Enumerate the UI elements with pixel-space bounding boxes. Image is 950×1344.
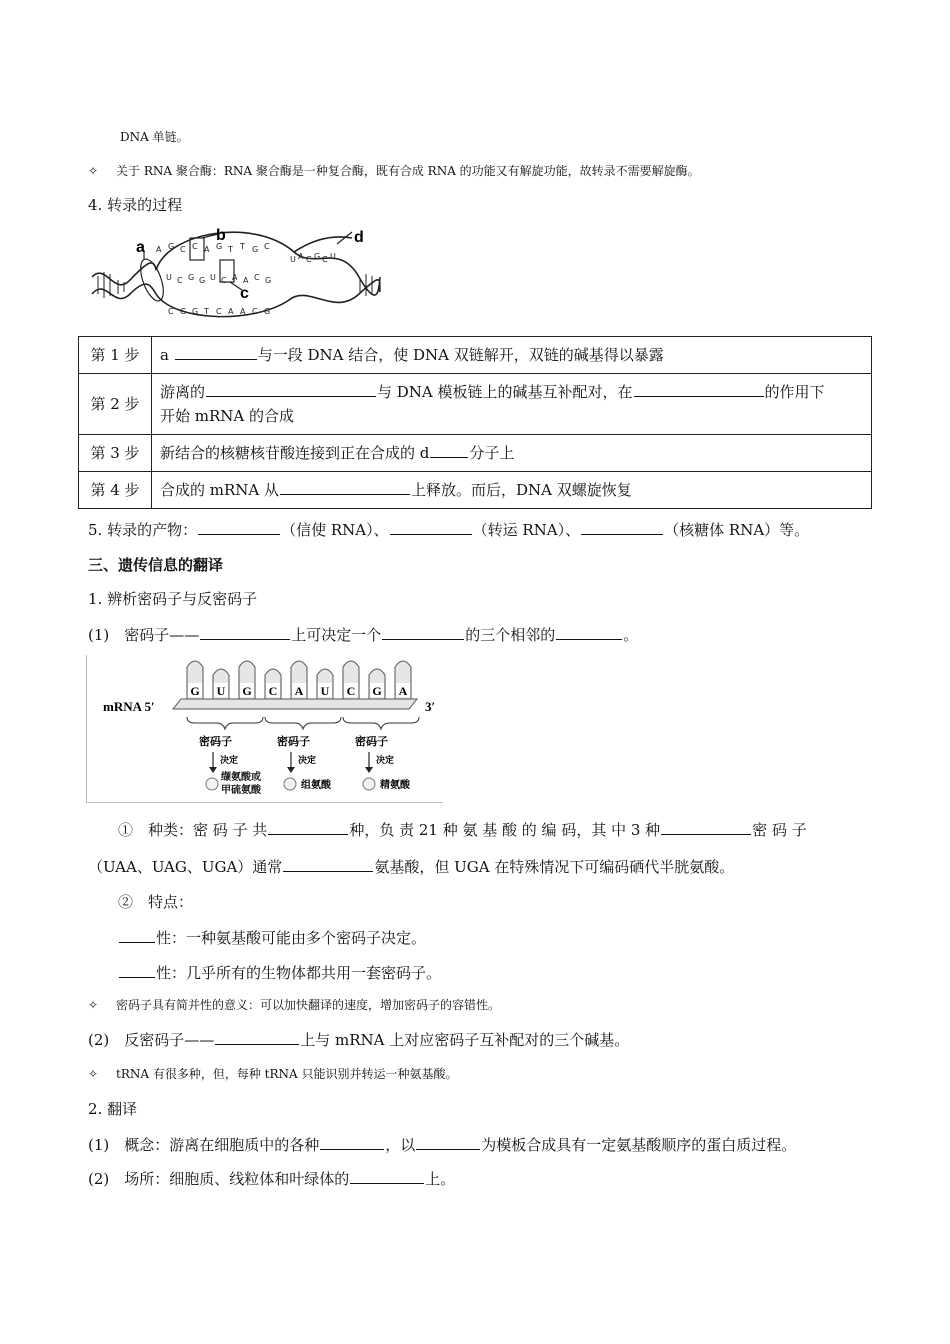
answer-blank[interactable] — [661, 818, 751, 835]
base-letter: C — [252, 307, 258, 316]
answer-blank[interactable] — [280, 478, 410, 495]
answer-blank[interactable] — [119, 961, 155, 978]
base-letter: G — [199, 276, 206, 285]
base-letter: C — [306, 255, 312, 264]
step-label: 第 4 步 — [79, 472, 152, 509]
base-letter: A — [232, 273, 238, 282]
answer-blank[interactable] — [268, 818, 348, 835]
feature-line: 性：几乎所有的生物体都共用一套密码子。 — [118, 961, 441, 984]
codon-base-letter: C — [268, 684, 278, 698]
base-letter: G — [192, 307, 199, 316]
base-letter: C — [322, 255, 328, 264]
answer-blank[interactable] — [634, 380, 764, 397]
base-letter: G — [216, 242, 223, 251]
subheading-translation: 2. 翻译 — [88, 1100, 138, 1118]
base-letter: G — [314, 252, 321, 261]
step-content: a 与一段 DNA 结合，使 DNA 双链解开，双链的碱基得以暴露 — [152, 337, 872, 374]
answer-blank[interactable] — [350, 1167, 424, 1184]
base-letter: C — [254, 273, 260, 282]
mrna-label: mRNA 5′ — [103, 699, 155, 714]
end-label: 3′ — [425, 699, 436, 714]
answer-blank[interactable] — [283, 855, 373, 872]
answer-blank[interactable] — [175, 343, 257, 360]
table-row — [79, 435, 872, 472]
label-c: c — [240, 285, 249, 302]
codon-figure — [86, 655, 443, 803]
base-letter: G — [265, 276, 272, 285]
anticodon-definition: (2) 反密码子—— 上与 mRNA 上对应密码子互补配对的三个碱基。 — [88, 1028, 629, 1051]
note-trna: ✧ tRNA 有很多种，但，每种 tRNA 只能识别并转运一种氨基酸。 — [88, 1067, 458, 1081]
features-heading: ② 特点： — [118, 893, 194, 911]
base-letter: C — [221, 276, 227, 285]
amino-acid-label: 精氨酸 — [380, 780, 410, 791]
transcription-steps-table — [78, 336, 872, 509]
answer-blank[interactable] — [556, 623, 622, 640]
codon-kinds-line1: ① 种类：密 码 子 共 种，负 责 21 种 氨 基 酸 的 编 码，其 中 3 种 密 码 子 — [118, 818, 807, 841]
note-degenerate: ✧ 密码子具有简并性的意义：可以加快翻译的速度，增加密码子的容错性。 — [88, 998, 501, 1012]
answer-blank[interactable] — [200, 623, 290, 640]
base-letter: C — [192, 242, 198, 251]
codon-label: 密码子 — [199, 735, 232, 748]
transcription-diagram — [84, 222, 384, 324]
codon-definition: (1) 密码子—— 上可决定一个 的三个相邻的 。 — [88, 623, 638, 646]
step-content: 新结合的核糖核苷酸连接到正在合成的 d 分子上 — [152, 435, 872, 472]
codon-base-letter: U — [216, 684, 226, 698]
answer-blank[interactable] — [198, 518, 280, 535]
feature-line: 性：一种氨基酸可能由多个密码子决定。 — [118, 926, 426, 949]
codon-base-letter: G — [372, 684, 382, 698]
subheading-codon: 1. 辨析密码子与反密码子 — [88, 590, 258, 608]
table-row — [79, 374, 872, 435]
decides-label: 决定 — [298, 756, 317, 766]
base-letter: G — [264, 307, 271, 316]
heading-transcription-process: 4. 转录的过程 — [88, 196, 183, 214]
base-letter: A — [298, 252, 304, 261]
label-b: b — [216, 227, 226, 244]
step-label: 第 3 步 — [79, 435, 152, 472]
table-row — [79, 337, 872, 374]
answer-blank[interactable] — [215, 1028, 299, 1045]
step-label: 第 2 步 — [79, 374, 152, 435]
base-letter: G — [180, 307, 187, 316]
label-a: a — [136, 239, 145, 256]
base-letter: T — [204, 307, 209, 316]
base-letter: U — [330, 252, 336, 261]
answer-blank[interactable] — [206, 380, 376, 397]
answer-blank[interactable] — [320, 1133, 384, 1150]
base-letter: G — [252, 245, 259, 254]
amino-acid-label: 组氨酸 — [301, 780, 331, 791]
base-letter: U — [210, 273, 216, 282]
answer-blank[interactable] — [382, 623, 464, 640]
codon-base-letter: G — [242, 684, 252, 698]
section-heading: 三、遗传信息的翻译 — [88, 556, 224, 574]
base-letter: U — [166, 273, 172, 282]
note-polymerase-text: 关于 RNA 聚合酶：RNA 聚合酶是一种复合酶，既有合成 RNA 的功能又有解旋功能，故转录不需要解旋酶。 — [116, 164, 700, 178]
step-label: 第 1 步 — [79, 337, 152, 374]
codon-label: 密码子 — [355, 735, 388, 748]
note-star-icon: ✧ — [88, 164, 99, 178]
base-letter: U — [290, 255, 296, 264]
codon-base-letter: C — [346, 684, 356, 698]
label-d: d — [354, 229, 364, 246]
answer-blank[interactable] — [119, 926, 155, 943]
base-letter: C — [264, 242, 270, 251]
base-letter: C — [216, 307, 222, 316]
translation-concept: (1) 概念：游离在细胞质中的各种 ，以 为模板合成具有一定氨基酸顺序的蛋白质过程。 — [88, 1133, 796, 1156]
note-star-icon: ✧ — [88, 1067, 99, 1081]
note-star-icon: ✧ — [88, 998, 99, 1012]
base-letter: A — [243, 276, 249, 285]
products-line: 5. 转录的产物： （信使 RNA）、 （转运 RNA）、 （核糖体 RNA）等。 — [88, 518, 809, 541]
answer-blank[interactable] — [390, 518, 472, 535]
base-letter: A — [156, 245, 162, 254]
answer-blank[interactable] — [581, 518, 663, 535]
answer-blank[interactable] — [430, 441, 468, 458]
codon-label: 密码子 — [277, 735, 310, 748]
codon-kinds-line2: （UAA、UAG、UGA）通常 氨基酸，但 UGA 在特殊情况下可编码硒代半胱氨酸。 — [88, 855, 734, 878]
base-letter: A — [228, 307, 234, 316]
codon-base-letter: A — [294, 684, 304, 698]
base-letter: G — [168, 242, 175, 251]
amino-acid-label: 缬氨酸或甲硫氨酸 — [221, 772, 261, 796]
decides-label: 决定 — [376, 756, 395, 766]
answer-blank[interactable] — [416, 1133, 480, 1150]
base-letter: C — [168, 307, 174, 316]
base-letter: C — [177, 276, 183, 285]
codon-diagram — [87, 655, 443, 802]
note-polymerase — [88, 162, 700, 180]
base-letter: G — [188, 273, 195, 282]
codon-base-letter: G — [190, 684, 200, 698]
codon-base-letter: A — [398, 684, 408, 698]
base-letter: A — [240, 307, 246, 316]
codon-base-letter: U — [320, 684, 330, 698]
translation-site: (2) 场所：细胞质、线粒体和叶绿体的 上。 — [88, 1167, 455, 1190]
step-content: 合成的 mRNA 从 上释放。而后，DNA 双螺旋恢复 — [152, 472, 872, 509]
table-row — [79, 472, 872, 509]
base-letter: A — [204, 245, 210, 254]
base-letter: T — [228, 245, 233, 254]
base-letter: C — [180, 245, 186, 254]
step-content: 游离的 与 DNA 模板链上的碱基互补配对，在 的作用下 开始 mRNA 的合成 — [152, 374, 872, 435]
decides-label: 决定 — [220, 756, 239, 766]
base-letter: T — [240, 242, 245, 251]
text-dna-strand: DNA 单链。 — [120, 130, 189, 144]
